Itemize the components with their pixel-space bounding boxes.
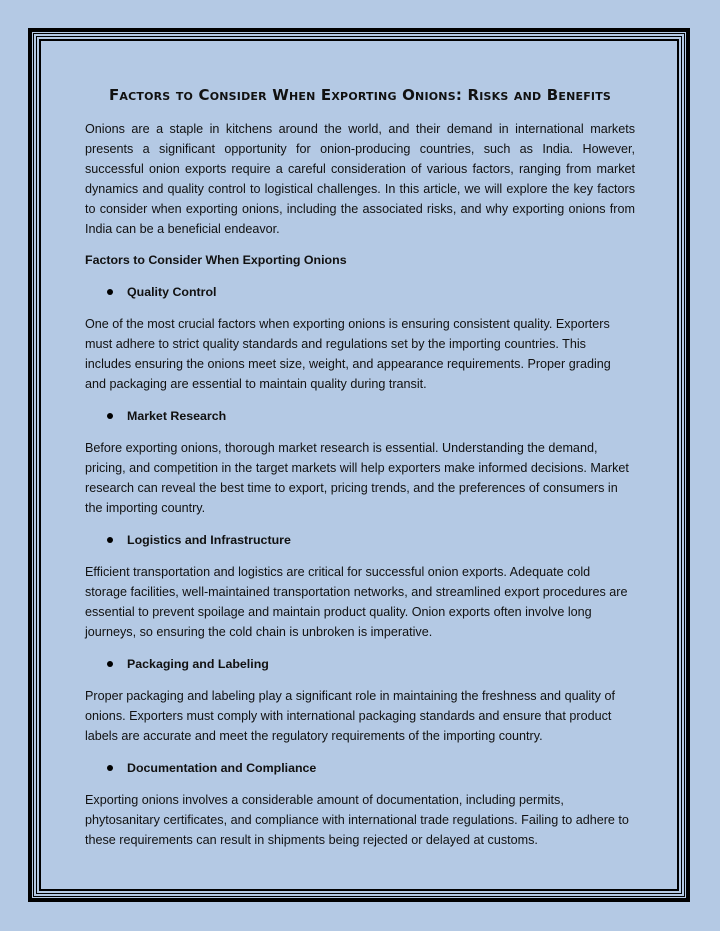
bullet-icon xyxy=(107,661,113,667)
article-title: Factors to Consider When Exporting Onions: Risks and Benefits xyxy=(108,86,612,104)
body-paragraph: Exporting onions involves a considerable amount of documentation, including permits, phytosanitary certificates, and compliance with international trade regulations. Failing to adhere to these requirements can result in shipments being rejected or delayed at customs. xyxy=(85,793,629,847)
article-body xyxy=(85,84,635,850)
intro-paragraph: Onions are a staple in kitchens around the world, and their demand in international markets presents a significant opportunity for onion-producing countries, such as India. However, successful onion exports require a careful consideration of various factors, ranging from market dynamics and quality control to logistical challenges. In this article, we will explore the key factors to consider when exporting onions, including the associated risks, and why exporting onions from India can be a beneficial endeavor. xyxy=(85,122,635,236)
bullet-icon xyxy=(107,413,113,419)
bullet-item-documentation xyxy=(85,758,635,778)
bullet-label: Market Research xyxy=(127,409,227,423)
bullet-label: Logistics and Infrastructure xyxy=(127,533,291,547)
bullet-label: Packaging and Labeling xyxy=(127,657,269,671)
body-paragraph: Proper packaging and labeling play a significant role in maintaining the freshness and quality of onions. Exporters must comply with international packaging standards and ensure that product labels are accurate and meet the regulatory requirements of the importing country. xyxy=(85,689,615,743)
bullet-label: Quality Control xyxy=(127,285,217,299)
body-paragraph: Efficient transportation and logistics are critical for successful onion exports. Adequate cold storage facilities, well-maintained transportation networks, and streamlined export procedures are essential to prevent spoilage and maintain product quality. Onion exports often involve long journeys, so ensuring the cold chain is unbroken is imperative. xyxy=(85,565,628,639)
bullet-icon xyxy=(107,289,113,295)
bullet-icon xyxy=(107,537,113,543)
section-heading: Factors to Consider When Exporting Onions xyxy=(85,253,347,267)
bullet-item-quality-control xyxy=(85,282,635,302)
bullet-label: Documentation and Compliance xyxy=(127,761,317,775)
body-paragraph: Before exporting onions, thorough market research is essential. Understanding the demand, pricing, and competition in the target markets will help exporters make informed decisions. Market research can reveal the best time to export, pricing trends, and the preferences of consumers in the importing country. xyxy=(85,441,629,515)
bullet-item-packaging xyxy=(85,654,635,674)
body-paragraph: One of the most crucial factors when exporting onions is ensuring consistent quality. Exporters must adhere to strict quality standards and regulations set by the importing countries. This includes ensuring the onions meet size, weight, and appearance requirements. Proper grading and packaging are essential to maintain quality during transit. xyxy=(85,317,611,391)
bullet-icon xyxy=(107,765,113,771)
bullet-item-market-research xyxy=(85,406,635,426)
bullet-item-logistics xyxy=(85,530,635,550)
